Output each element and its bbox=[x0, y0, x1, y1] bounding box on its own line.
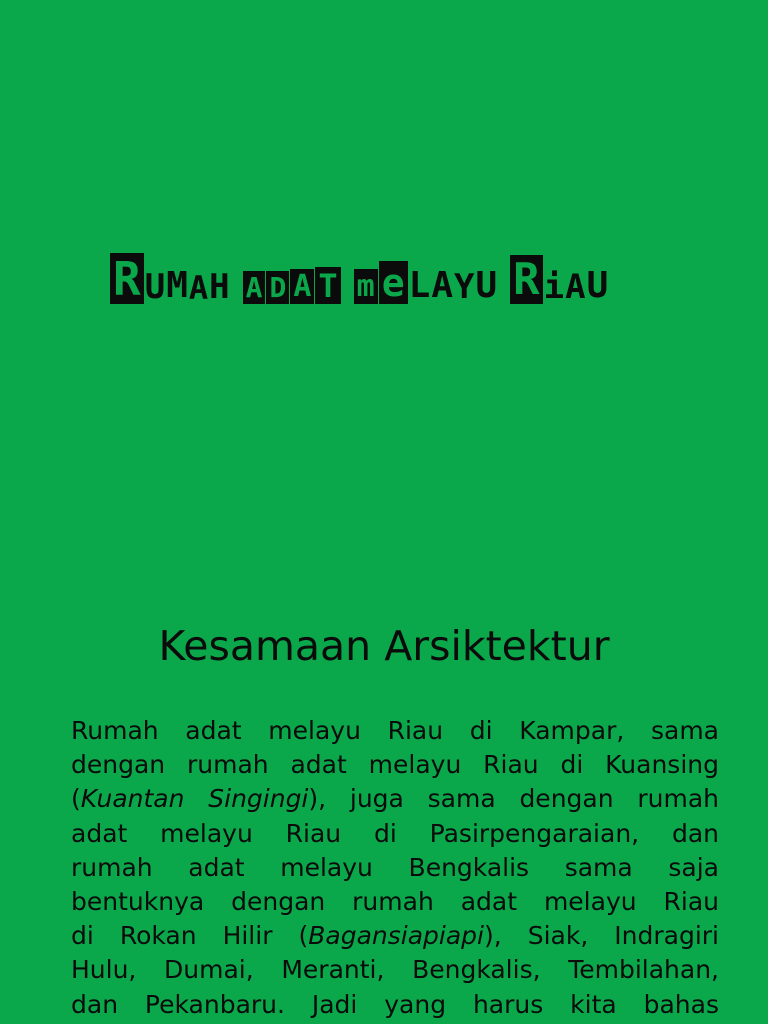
paragraph-line bbox=[71, 714, 719, 748]
text-segment: bentuknya dengan rumah adat melayu Riau bbox=[71, 887, 719, 917]
italic-term: Bagansiapiapi bbox=[308, 921, 484, 951]
title-letter: A bbox=[243, 271, 266, 304]
title-letter: D bbox=[266, 271, 289, 304]
paragraph-line bbox=[71, 748, 719, 782]
text-segment: di Rokan Hilir ( bbox=[71, 921, 309, 951]
body-paragraph bbox=[71, 714, 719, 1022]
paragraph-line bbox=[71, 919, 719, 953]
italic-term: Kuantan Singingi bbox=[80, 784, 309, 814]
paragraph-line bbox=[71, 885, 719, 919]
title-letter: U bbox=[586, 265, 609, 306]
title-letter: A bbox=[188, 269, 209, 307]
text-segment: dengan rumah adat melayu Riau di Kuansing bbox=[71, 750, 719, 780]
title-art-rumah-adat-melayu-riau bbox=[110, 252, 609, 307]
title-letter: U bbox=[144, 267, 166, 307]
text-segment: adat melayu Riau di Pasirpengaraian, dan bbox=[71, 818, 719, 848]
text-segment: dan Pekanbaru. Jadi yang harus kita bahas bbox=[71, 989, 719, 1019]
title-letter: A bbox=[290, 269, 314, 304]
title-letter: Y bbox=[454, 267, 475, 307]
title-letter: m bbox=[354, 269, 378, 304]
title-letter: R bbox=[110, 253, 144, 304]
title-letter: i bbox=[543, 267, 565, 307]
title-word bbox=[510, 254, 609, 307]
text-segment: ), juga sama dengan rumah bbox=[308, 784, 719, 814]
paragraph-line bbox=[71, 953, 719, 987]
title-word bbox=[110, 252, 231, 307]
title-letter: A bbox=[431, 265, 453, 306]
slide-heading: Kesamaan Arsiktektur bbox=[158, 622, 610, 670]
title-letter: M bbox=[166, 265, 188, 306]
paragraph-line bbox=[71, 851, 719, 885]
title-letter: e bbox=[379, 261, 408, 304]
paragraph-line bbox=[71, 782, 719, 816]
paragraph-line bbox=[71, 988, 719, 1022]
paragraph-line bbox=[71, 817, 719, 851]
title-letter: A bbox=[565, 267, 586, 307]
title-letter: L bbox=[408, 265, 431, 306]
title-word bbox=[354, 261, 499, 307]
text-segment: ), Siak, Indragiri bbox=[484, 921, 719, 951]
title-letter: R bbox=[510, 255, 543, 304]
title-letter: U bbox=[475, 265, 498, 306]
text-segment: Rumah adat melayu Riau di Kampar, sama bbox=[71, 716, 719, 745]
title-letter: T bbox=[315, 267, 340, 304]
text-segment: rumah adat melayu Bengkalis sama saja bbox=[71, 852, 719, 882]
title-letter: H bbox=[209, 267, 230, 307]
text-segment: ( bbox=[71, 784, 81, 814]
text-segment: Hulu, Dumai, Meranti, Bengkalis, Tembilahan, bbox=[71, 955, 719, 985]
title-word bbox=[243, 267, 342, 304]
